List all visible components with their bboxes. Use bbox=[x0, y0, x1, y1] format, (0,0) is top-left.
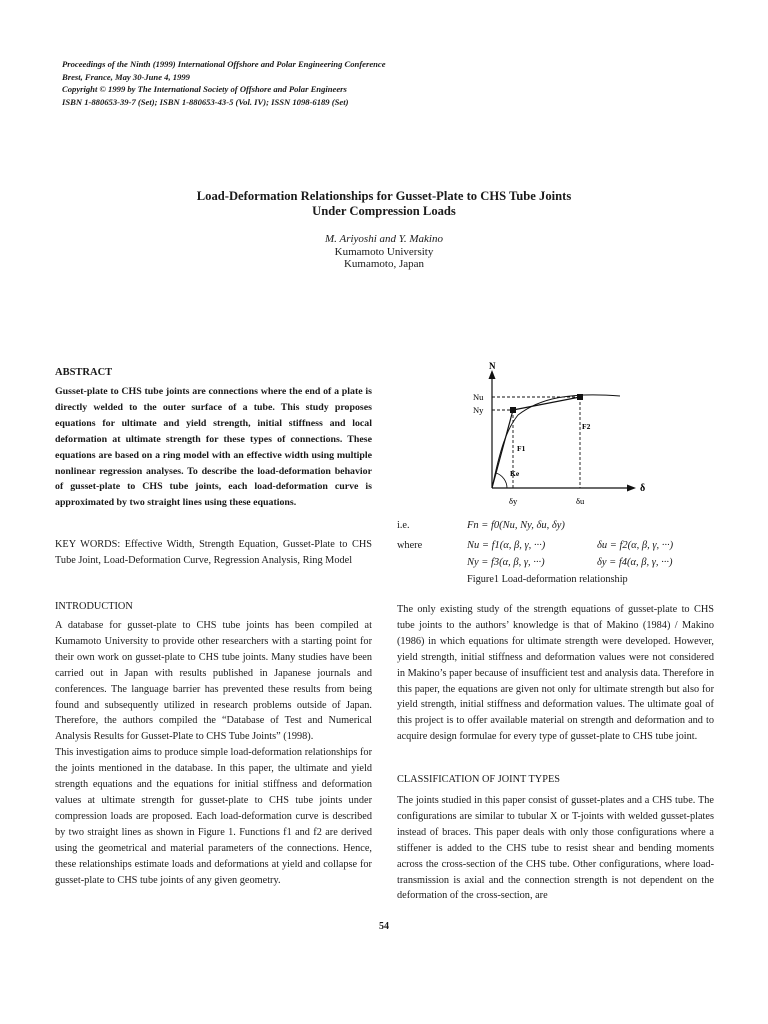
dy-label: δy bbox=[509, 496, 518, 506]
author-affiliation: Kumamoto University bbox=[334, 245, 434, 258]
line-f2 bbox=[513, 397, 580, 410]
header-line: Copyright © 1999 by The International Society of Offshore and Polar Engineers bbox=[62, 84, 347, 95]
nu-label: Nu bbox=[473, 392, 484, 402]
header-line: ISBN 1-880653-39-7 (Set); ISBN 1-880653-43-5 (Vol. IV); ISSN 1098-6189 (Set) bbox=[62, 96, 349, 107]
introduction-body bbox=[55, 618, 372, 888]
x-axis-arrow bbox=[627, 485, 636, 492]
introduction-paragraph-2: This investigation aims to produce simple load-deformation relationships for the joints mentioned in the database. In this paper, the ultimate and yield strength equations and the equations for initial stiffness and deformation values at ultimate strength for gusset-plate to CHS tube joints under compression loads are proposed. Each load-deformation curve is described by two straight lines as shown in Figure 1. Functions f1 and f2 are derived using the geometrical and material parameters of the connections. Hence, these relationships estimate loads and deformations at yield and collapse for gusset-plate to CHS tube joints of any given geometry. bbox=[55, 747, 372, 886]
ny-label: Ny bbox=[473, 405, 484, 415]
equation-dy: δy = f4(α, β, γ, ···) bbox=[597, 557, 673, 568]
ke-arc bbox=[496, 473, 507, 488]
equation-du: δu = f2(α, β, γ, ···) bbox=[597, 540, 674, 551]
introduction-paragraph-1: A database for gusset-plate to CHS tube joints has been compiled at Kumamoto University to provide other researchers with a starting point for their own work on gusset-plate to CHS tube joints. Many studies have been carried out in Japan with results published in Japanese journals and conferences. The language barrier has prevented these results from being found and subsequently utilized in research problems outside of Japan. Therefore, the authors compiled the “Database of Test and Numerical Analysis Results for Gusset-Plate to CHS Tube Joints” (1998). bbox=[55, 620, 372, 743]
ie-label: i.e. bbox=[397, 520, 410, 531]
load-deformation-figure bbox=[470, 360, 650, 510]
classification-heading: CLASSIFICATION OF JOINT TYPES bbox=[397, 774, 560, 785]
author-names: M. Ariyoshi and Y. Makino bbox=[325, 233, 443, 245]
classification-paragraph: The joints studied in this paper consist of gusset-plates and a CHS tube. The configurations are similar to tubular X or T-joints with welded gusset-plates instead of braces. This paper deals with only those configurations where a stiffener is added to the CHS tube to resist shear and bending moments across the cross-section of the CHS tube. Other configurations, where load-transmission is axial and the connection strength is not dependent on the deformation of the cross-section, are bbox=[397, 795, 714, 902]
ke-label: Ke bbox=[510, 469, 520, 478]
equation-ny: Ny = f3(α, β, γ, ···) bbox=[467, 557, 545, 568]
author-location: Kumamoto, Japan bbox=[343, 258, 425, 271]
where-label: where bbox=[397, 540, 423, 551]
paper-title bbox=[0, 189, 768, 218]
equation-nu: Nu = f1(α, β, γ, ···) bbox=[467, 540, 546, 551]
yield-point bbox=[510, 407, 516, 413]
axis-y-label: N bbox=[489, 361, 496, 371]
equation-fn: Fn = f0(Nu, Ny, δu, δy) bbox=[467, 520, 565, 531]
axis-x-label: δ bbox=[640, 483, 646, 494]
proceedings-header bbox=[62, 58, 386, 108]
abstract-text: Gusset-plate to CHS tube joints are connections where the end of a plate is directly welded to the outer surface of a tube. This study proposes equations for ultimate and yield strength, initial stiffness and local deformation at ultimate strength for these types of connections. These equations are based on a ring model with an effective width using multiple nonlinear regression analyses. To describe the load-deformation behavior of gusset-plate to CHS tube joints, each load-deformation curve is approximated by two straight lines using these equations. bbox=[55, 386, 372, 509]
keywords: KEY WORDS: Effective Width, Strength Equation, Gusset-Plate to CHS Tube Joint, Load-Deformation Curve, Regression Analysis, Ring Model bbox=[55, 539, 372, 566]
header-line: Proceedings of the Ninth (1999) International Offshore and Polar Engineering Conference bbox=[62, 59, 386, 69]
title-line-1: Load-Deformation Relationships for Gusset-Plate to CHS Tube Joints bbox=[196, 189, 572, 203]
y-axis-arrow bbox=[489, 370, 496, 379]
prior-work-paragraph: The only existing study of the strength equations of gusset-plate to CHS tube joints to the authors’ knowledge is that of Makino (1984) / Makino (1986) in which equations for ultimate strength were developed. However, yield strength, initial stiffness and deformation values were not considered in Makino’s paper because of insufficient test and analysis data. Therefore in this paper, the equations are given not only for ultimate strength but also for yield strength, initial stiffness and deformation values. The ultimate goal of this project is to offer available material on strength and deformation and to acquire design formulae for every type of gusset-plate to CHS tube joint. bbox=[397, 604, 714, 743]
figure-caption: Figure1 Load-deformation relationship bbox=[467, 574, 628, 585]
introduction-heading: INTRODUCTION bbox=[55, 601, 133, 612]
author-block bbox=[0, 233, 768, 271]
f1-label: F1 bbox=[517, 444, 526, 453]
du-label: δu bbox=[576, 496, 585, 506]
abstract-heading: ABSTRACT bbox=[55, 367, 113, 378]
ultimate-point bbox=[577, 394, 583, 400]
title-line-2: Under Compression Loads bbox=[312, 203, 456, 218]
f2-label: F2 bbox=[582, 422, 591, 431]
page-number: 54 bbox=[379, 921, 389, 932]
header-line: Brest, France, May 30-June 4, 1999 bbox=[62, 71, 190, 82]
